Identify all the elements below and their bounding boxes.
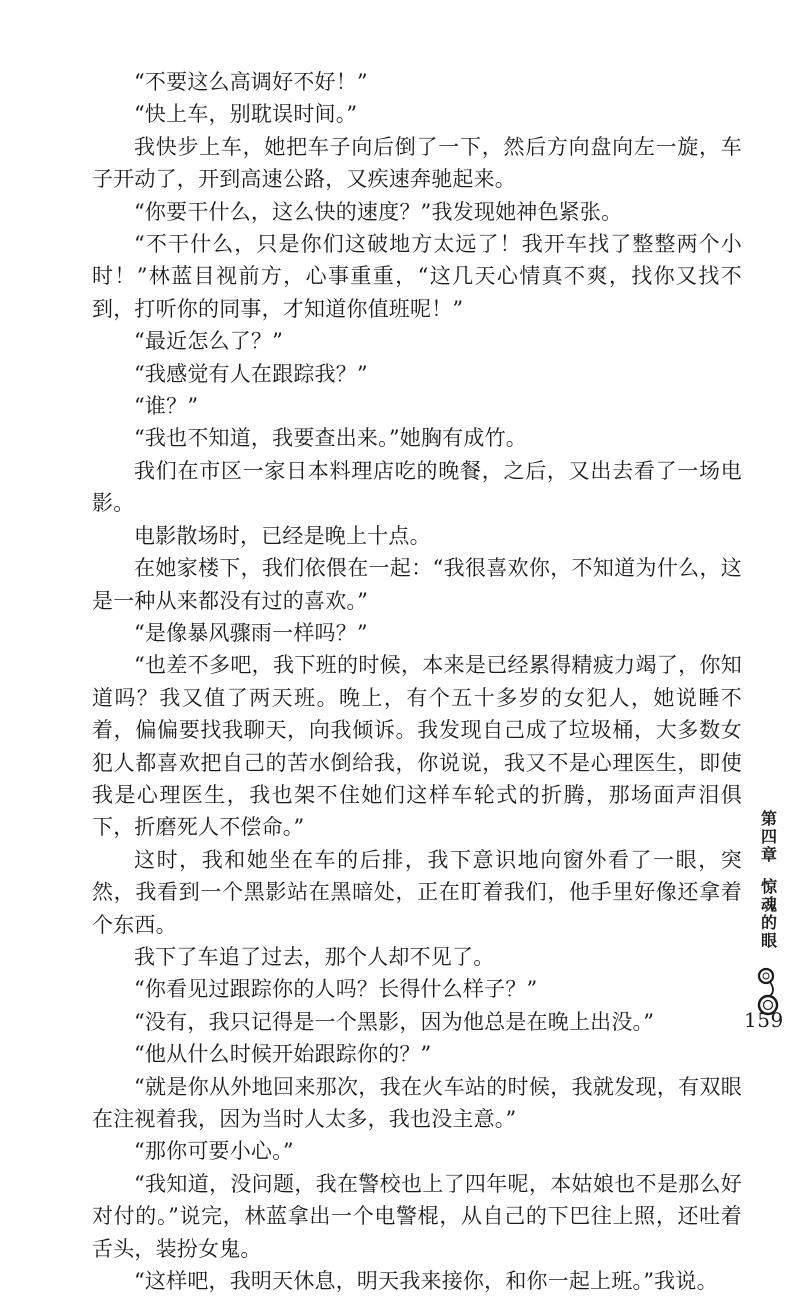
paragraph: 我们在市区一家日本料理店吃的晚餐，之后，又出去看了一场电影。 [92, 458, 742, 516]
paragraph: “我也不知道，我要查出来。”她胸有成竹。 [134, 426, 527, 451]
paragraph: “我知道，没问题，我在警校也上了四年呢，本姑娘也不是那么好对付的。”说完，林蓝拿出一个电警棍，从自己的下巴往上照，还吐着舌头，装扮女鬼。 [92, 1171, 742, 1261]
paragraph: “也差不多吧，我下班的时候，本来是已经累得精疲力竭了，你知道吗？我又值了两天班。晚上，有个五十多岁的女犯人，她说睡不着，偏偏要找我聊天，向我倾诉。我发现自己成了垃圾桶，大多数女犯人都喜欢把自己的苦水倒给我，你说说，我又不是心理医生，即使我是心理医生，我也架不住她们这样车轮式的折腾，那场面声泪俱下，折磨死人不偿命。” [92, 653, 742, 840]
chapter-title: 惊魂的眼 [758, 878, 778, 950]
paragraph: “不干什么，只是你们这破地方太远了！我开车找了整整两个小时！”林蓝目视前方，心事重重，“这几天心情真不爽，找你又找不到，打听你的同事，才知道你值班呢！” [92, 232, 742, 321]
paragraph: 这时，我和她坐在车的后排，我下意识地向窗外看了一眼，突然，我看到一个黑影站在黑暗处，正在盯着我们，他手里好像还拿着个东西。 [92, 847, 742, 937]
paragraph: “最近怎么了？” [134, 329, 284, 354]
paragraph: 电影散场时，已经是晚上十点。 [134, 523, 431, 548]
page-number: 159 [744, 1008, 784, 1032]
paragraph: “谁？” [134, 394, 199, 419]
paragraph: “那你可要小心。” [134, 1139, 294, 1164]
paragraph: “你看见过跟踪你的人吗？长得什么样子？” [134, 977, 538, 1002]
chapter-side-tab [752, 810, 784, 1020]
paragraph: “这样吧，我明天休息，明天我来接你，和你一起上班。”我说。 [134, 1269, 718, 1294]
paragraph: “是像暴风骤雨一样吗？” [134, 620, 368, 645]
paragraph: 在她家楼下，我们依偎在一起：“我很喜欢你，不知道为什么，这是一种从来都没有过的喜欢。” [92, 556, 742, 613]
paragraph: “没有，我只记得是一个黑影，因为他总是在晚上出没。” [134, 1009, 655, 1034]
paragraph: 我下了车追了过去，那个人却不见了。 [134, 944, 495, 969]
paragraph: “不要这么高调好不好！” [134, 70, 368, 94]
paragraph: “快上车，别耽误时间。” [134, 102, 358, 127]
chapter-number: 第四章 [758, 810, 778, 864]
paragraph: 我快步上车，她把车子向后倒了一下，然后方向盘向左一旋，车子开动了，开到高速公路，又疾速奔驰起来。 [92, 134, 742, 192]
paragraph: “他从什么时候开始跟踪你的？” [134, 1042, 432, 1067]
paragraph: “你要干什么，这么快的速度？”我发现她神色紧张。 [134, 199, 623, 224]
page-body [92, 66, 742, 1297]
paragraph: “我感觉有人在跟踪我？” [134, 361, 368, 386]
paragraph: “就是你从外地回来那次，我在火车站的时候，我就发现，有双眼在注视着我，因为当时人太多，我也没主意。” [92, 1074, 742, 1131]
